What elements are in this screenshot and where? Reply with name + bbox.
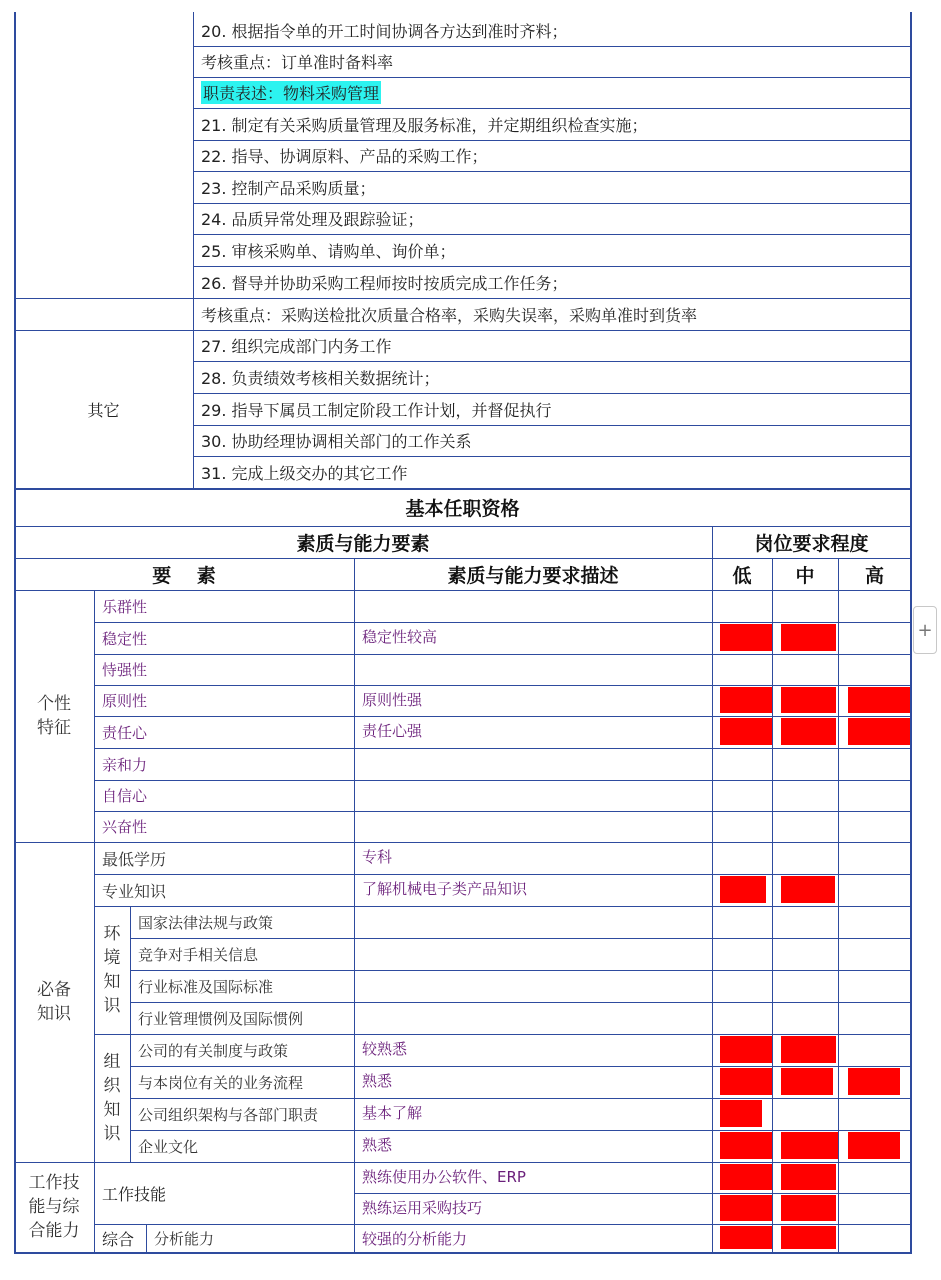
grid-line [94,1224,911,1225]
level-mark-high [848,687,910,713]
grid-line [94,780,911,781]
grid-line [94,590,95,1253]
row-element: 专业知识 [102,881,167,901]
grid-line [94,1162,911,1163]
grid-line [14,590,911,591]
group-skills: 工作技 能与综 合能力 [28,1173,80,1241]
row-element: 公司组织架构与各部门职责 [138,1105,319,1124]
grid-line [193,77,911,78]
duty-item-28: 28. 负责绩效考核相关数据统计； [201,368,440,388]
grid-line [130,906,131,1162]
duty-item-21: 21. 制定有关采购质量管理及服务标准，并定期组织检查实施； [201,115,648,135]
grid-line [94,716,911,717]
level-mark-high [848,718,910,745]
grid-line [94,654,911,655]
grid-line [193,456,911,457]
row-description: 稳定性较高 [362,628,438,646]
grid-line [193,12,194,488]
level-mark-low [720,1068,773,1095]
level-mark-high [848,1068,900,1095]
level-mark-mid [781,687,836,713]
level-mark-high [848,1132,900,1159]
grid-line [130,1098,911,1099]
grid-line [193,234,911,235]
level-mark-low [720,876,766,903]
row-description [354,970,712,1002]
grid-line [14,298,911,299]
grid-line [94,685,911,686]
row-element: 公司的有关制度与政策 [138,1041,289,1060]
duty-statement-heading [193,77,911,108]
grid-line [193,140,911,141]
duty-item-24: 24. 品质异常处理及跟踪验证； [201,210,424,229]
grid-line [193,266,911,267]
grid-line [712,526,713,1253]
duty-item-29: 29. 指导下属员工制定阶段工作计划，并督促执行 [201,400,552,420]
grid-line [94,874,911,875]
level-mark-mid [781,1068,833,1095]
row-element: 与本岗位有关的业务流程 [138,1073,304,1092]
level-mark-mid [781,624,836,651]
grid-line [354,1193,911,1194]
duty-statement-text: 职责表述：物料采购管理 [201,81,381,104]
level-mark-low [720,1164,773,1190]
row-description: 原则性强 [362,691,423,709]
grid-line [14,330,911,331]
grid-line [14,1162,94,1163]
qualifications-title: 基本任职资格 [405,497,520,520]
level-low-header: 低 [732,564,752,587]
ability-factors-header: 素质与能力要素 [296,532,430,555]
grid-line [94,748,911,749]
duty-item-20: 20. 根据指令单的开工时间协调各方达到准时齐料； [201,21,568,41]
others-label: 其它 [87,400,120,420]
row-description: 基本了解 [362,1104,423,1122]
level-high-header: 高 [864,564,884,587]
level-mark-low [720,1100,762,1127]
row-element: 自信心 [102,787,148,805]
row-description: 熟练运用采购技巧 [362,1199,483,1217]
row-element: 乐群性 [102,597,148,616]
work-skill-label: 工作技能 [102,1184,167,1204]
level-mark-mid [781,1226,836,1249]
grid-line [193,108,911,109]
level-mark-low [720,687,773,713]
group-personality: 个性 特征 [37,694,71,738]
level-mark-mid [781,1195,836,1221]
grid-line [193,203,911,204]
level-mark-low [720,1226,773,1249]
grid-line [14,488,911,490]
grid-line [14,558,911,559]
level-mark-mid [781,1132,838,1159]
row-description: 责任心强 [362,722,423,740]
row-element: 企业文化 [138,1137,199,1156]
row-description: 熟练使用办公软件、ERP [362,1168,526,1186]
grid-line [146,1224,147,1253]
grid-line [130,1002,911,1003]
grid-line [14,842,911,843]
row-element: 责任心 [102,723,148,742]
row-element: 原则性 [102,692,148,710]
level-mark-mid [781,876,835,903]
duty-item-23: 23. 控制产品采购质量； [201,178,376,198]
level-mark-mid [781,718,836,745]
grid-line [94,906,911,907]
duty-item-27: 27. 组织完成部门内务工作 [201,337,392,356]
duty-item-26: 26. 督导并协助采购工程师按时按质完成工作任务； [201,273,568,293]
row-description: 较熟悉 [362,1040,408,1058]
grid-line [94,622,911,623]
element-header: 要 素 [152,564,216,587]
grid-line [94,811,911,812]
grid-line [193,425,911,426]
duty-item-30: 30. 协助经理协调相关部门的工作关系 [201,432,472,451]
level-mark-low [720,1036,773,1063]
group-env-knowledge: 环 境 知 识 [103,924,121,1016]
row-element: 最低学历 [102,849,167,869]
assessment-focus-1: 考核重点：订单准时备料率 [201,53,394,72]
row-description: 熟悉 [362,1072,393,1090]
grid-line [193,361,911,362]
row-element: 分析能力 [154,1229,215,1248]
row-element: 竞争对手相关信息 [138,945,259,964]
grid-line [130,970,911,971]
comprehensive-label: 综合 [102,1229,135,1249]
duty-item-22: 22. 指导、协调原料、产品的采购工作； [201,147,488,166]
group-org-knowledge: 组 织 知 识 [103,1052,121,1144]
row-description [354,811,712,842]
level-mark-low [720,624,773,651]
requirement-level-header: 岗位要求程度 [754,532,869,555]
grid-line [130,1130,911,1131]
grid-line [193,171,911,172]
row-description [354,1002,712,1034]
row-element: 国家法律法规与政策 [138,913,274,932]
grid-line [130,1066,911,1067]
description-header: 素质与能力要求描述 [447,564,619,587]
grid-line [193,46,911,47]
level-mark-low [720,718,773,745]
row-description: 较强的分析能力 [362,1230,468,1248]
row-element: 稳定性 [102,629,148,648]
level-mark-low [720,1195,773,1221]
grid-line [130,938,911,939]
row-element: 行业管理惯例及国际惯例 [138,1009,304,1028]
row-description [354,654,712,685]
row-description: 了解机械电子类产品知识 [362,880,528,898]
row-description [354,780,712,811]
row-element: 兴奋性 [102,818,148,836]
row-element: 恃强性 [102,661,148,679]
assessment-focus-2: 考核重点：采购送检批次质量合格率，采购失误率，采购单准时到货率 [201,305,698,325]
grid-line [14,12,16,1253]
row-description [354,906,712,938]
add-sheet-button[interactable]: + [913,606,937,654]
grid-line [14,1252,912,1254]
level-mark-low [720,1132,773,1159]
level-mark-mid [781,1164,836,1190]
row-element: 行业标准及国际标准 [138,977,274,996]
level-mid-header: 中 [795,564,815,587]
grid-line [193,393,911,394]
row-description [354,938,712,970]
row-description [354,748,712,780]
level-mark-mid [781,1036,836,1063]
grid-line [14,526,911,527]
row-description: 熟悉 [362,1136,393,1154]
duty-item-31: 31. 完成上级交办的其它工作 [201,463,408,483]
row-description: 专科 [362,848,393,866]
row-element: 亲和力 [102,755,148,774]
duty-item-25: 25. 审核采购单、请购单、询价单； [201,241,456,261]
grid-line [94,1034,911,1035]
group-knowledge: 必备 知识 [37,980,71,1024]
row-description [354,590,712,622]
